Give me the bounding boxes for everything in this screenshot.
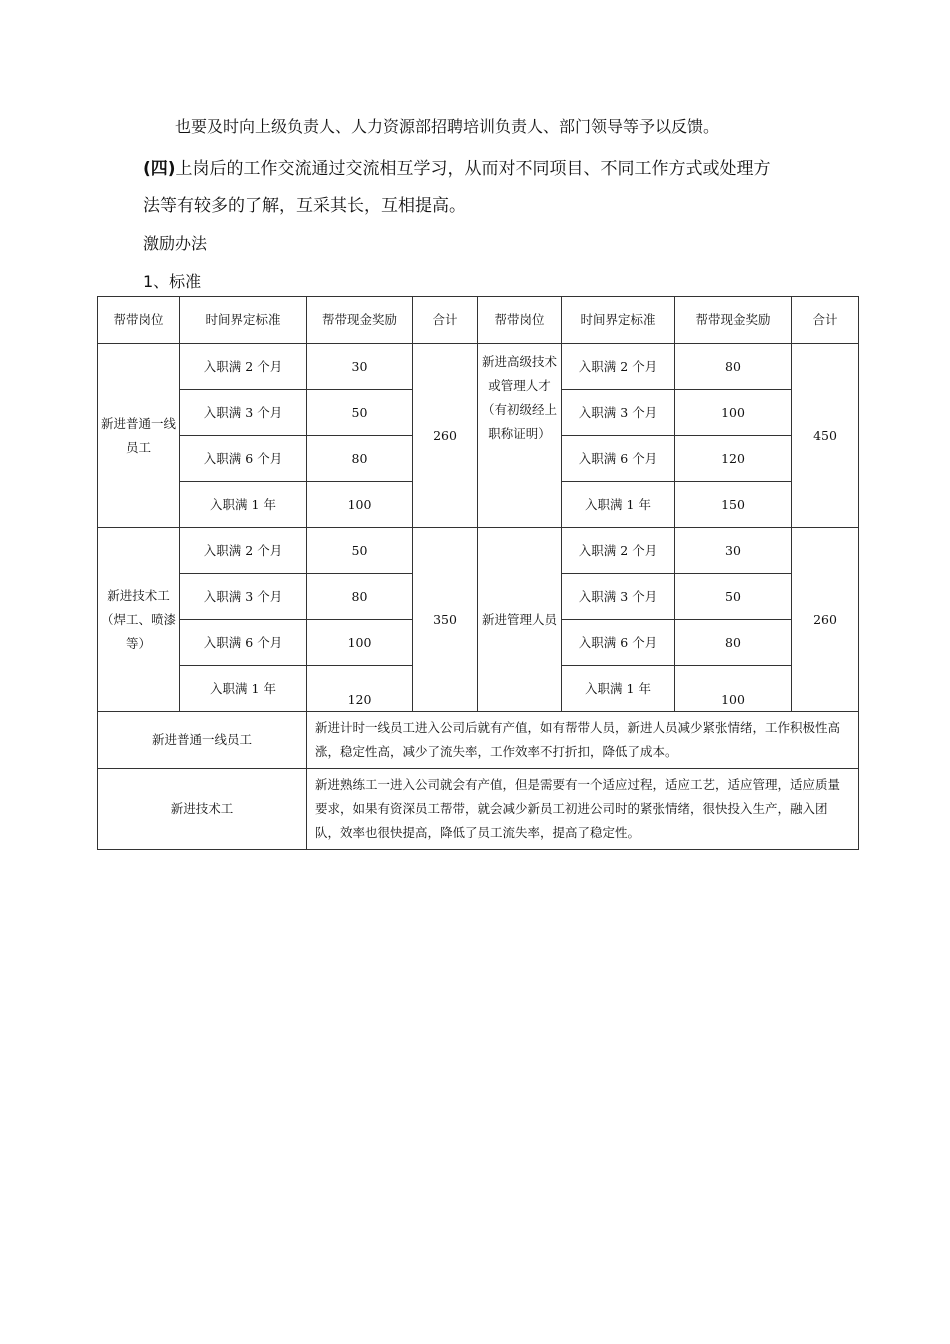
time-cell: 入职满 6 个月 (180, 436, 307, 482)
time-cell: 入职满 2 个月 (180, 344, 307, 390)
note-label: 新进技术工 (98, 769, 307, 850)
header-cell: 合计 (792, 297, 859, 344)
total-cell: 450 (792, 344, 859, 528)
post-cell: 新进普通一线员工 (98, 344, 180, 528)
incentive-table (97, 296, 859, 850)
time-cell: 入职满 3 个月 (562, 390, 675, 436)
table-header-row (98, 297, 859, 344)
amount-cell: 50 (307, 390, 413, 436)
standard-heading: 1、标准 (143, 272, 202, 291)
post-cell: 新进高级技术或管理人才（有初级经上职称证明） (478, 344, 562, 528)
header-cell: 帮带现金奖励 (307, 297, 413, 344)
time-cell: 入职满 2 个月 (562, 344, 675, 390)
paragraph-section-four (143, 154, 771, 179)
paragraph-continuation: 法等有较多的了解，互采其长，互相提高。 (143, 196, 466, 216)
post-cell: 新进技术工（焊工、喷漆等） (98, 528, 180, 712)
note-row (98, 712, 859, 769)
header-cell: 时间界定标准 (180, 297, 307, 344)
time-cell: 入职满 3 个月 (180, 390, 307, 436)
total-cell: 260 (792, 528, 859, 712)
amount-cell: 80 (307, 436, 413, 482)
time-cell: 入职满 1 年 (562, 482, 675, 528)
amount-cell: 50 (307, 528, 413, 574)
time-cell: 入职满 3 个月 (562, 574, 675, 620)
section-heading: 上岗后的工作交流 (175, 159, 312, 179)
time-cell: 入职满 1 年 (180, 482, 307, 528)
time-cell: 入职满 2 个月 (562, 528, 675, 574)
amount-cell: 120 (675, 436, 792, 482)
amount-cell: 80 (307, 574, 413, 620)
amount-cell: 100 (307, 482, 413, 528)
header-cell: 帮带现金奖励 (675, 297, 792, 344)
time-cell: 入职满 6 个月 (562, 620, 675, 666)
table-row (98, 344, 859, 390)
paragraph-feedback: 也要及时向上级负责人、人力资源部招聘培训负责人、部门领导等予以反馈。 (175, 117, 720, 136)
header-cell: 合计 (413, 297, 478, 344)
amount-cell: 100 (307, 620, 413, 666)
section-marker: (四) (143, 159, 176, 179)
incentive-heading: 激励办法 (143, 234, 208, 253)
header-cell: 时间界定标准 (562, 297, 675, 344)
amount-cell: 100 (675, 666, 792, 712)
amount-cell: 30 (675, 528, 792, 574)
amount-cell: 30 (307, 344, 413, 390)
time-cell: 入职满 1 年 (180, 666, 307, 712)
total-cell: 260 (413, 344, 478, 528)
table-row (98, 528, 859, 574)
amount-cell: 120 (307, 666, 413, 712)
note-row (98, 769, 859, 850)
note-text: 新进熟练工一进入公司就会有产值，但是需要有一个适应过程，适应工艺，适应管理，适应质量要求，如果有资深员工帮带，就会减少新员工初进公司时的紧张情绪，很快投入生产，融入团队，效率也很快提高，降低了员工流失率，提高了稳定性。 (307, 769, 859, 850)
amount-cell: 150 (675, 482, 792, 528)
amount-cell: 80 (675, 620, 792, 666)
section-text: 通过交流相互学习，从而对不同项目、不同工作方式或处理方 (311, 159, 771, 179)
time-cell: 入职满 6 个月 (180, 620, 307, 666)
post-cell: 新进管理人员 (478, 528, 562, 712)
time-cell: 入职满 3 个月 (180, 574, 307, 620)
note-text: 新进计时一线员工进入公司后就有产值，如有帮带人员，新进人员减少紧张情绪，工作积极性高涨，稳定性高，减少了流失率，工作效率不打折扣，降低了成本。 (307, 712, 859, 769)
header-cell: 帮带岗位 (98, 297, 180, 344)
amount-cell: 50 (675, 574, 792, 620)
time-cell: 入职满 1 年 (562, 666, 675, 712)
time-cell: 入职满 2 个月 (180, 528, 307, 574)
header-cell: 帮带岗位 (478, 297, 562, 344)
amount-cell: 80 (675, 344, 792, 390)
time-cell: 入职满 6 个月 (562, 436, 675, 482)
note-label: 新进普通一线员工 (98, 712, 307, 769)
amount-cell: 100 (675, 390, 792, 436)
total-cell: 350 (413, 528, 478, 712)
